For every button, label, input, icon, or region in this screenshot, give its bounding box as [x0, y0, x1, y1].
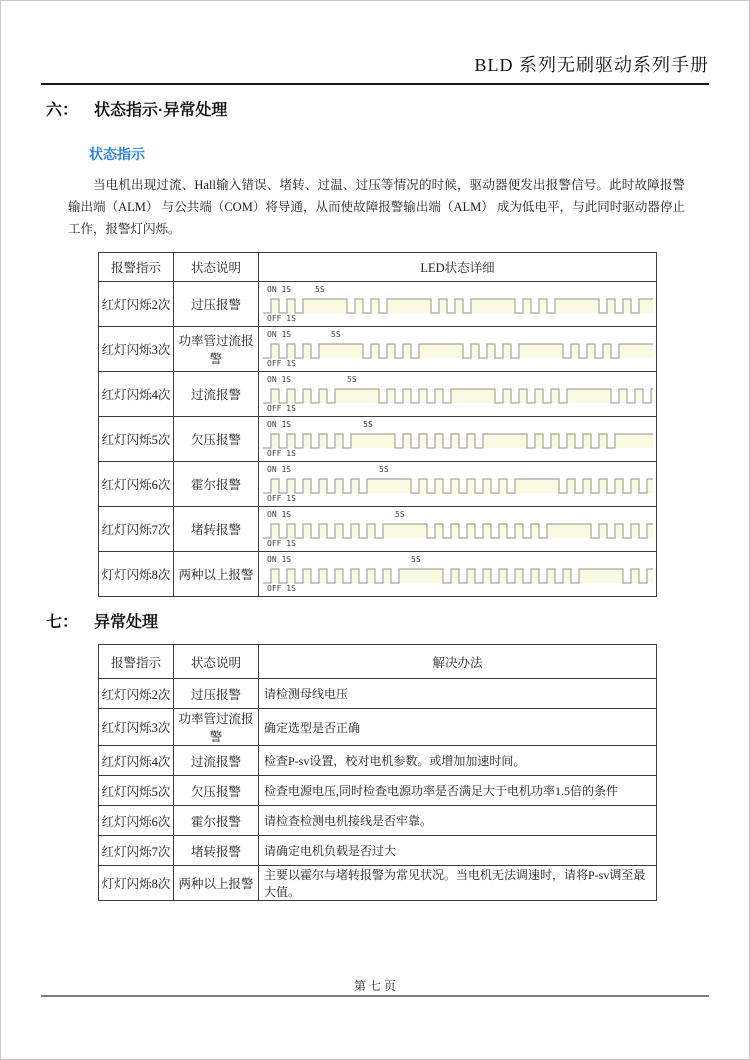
intro-paragraph: 当电机出现过流、Hall输入错误、堵转、过温、过压等情况的时候，驱动器便发出报警信号。此时故障报警输出端（ALM） 与公共端（COM）将导通，从而使故障报警输出端（ALM） 成为低电平，与此同时驱动器停止工作，报警灯闪烁。: [68, 178, 685, 236]
led-waveform-cell: [259, 462, 657, 507]
column-header: 状态说明: [174, 645, 259, 679]
waveform-interval-label: 5S: [347, 375, 357, 384]
waveform-interval-label: 5S: [411, 555, 421, 564]
led-status-table: [98, 252, 657, 597]
section7-title: 异常处理: [94, 614, 159, 631]
alarm-indicator-cell: 灯灯闪烁8次: [99, 866, 174, 901]
alarm-indicator-cell: 红灯闪烁3次: [99, 709, 174, 746]
table-row: [99, 372, 657, 417]
status-description-cell: 霍尔报警: [174, 806, 259, 836]
section6-title: 状态指示·异常处理: [94, 102, 228, 119]
waveform-off-label: OFF 1S: [267, 359, 296, 368]
status-description-cell: 两种以上报警: [174, 866, 259, 901]
solution-cell: 请检查检测电机接线是否牢靠。: [259, 806, 657, 836]
waveform-on-label: ON 1S: [267, 420, 292, 429]
document-header: [41, 1, 709, 85]
alarm-indicator-cell: 红灯闪烁5次: [99, 776, 174, 806]
waveform-off-label: OFF 1S: [267, 584, 296, 593]
troubleshooting-table: [98, 644, 657, 901]
table-row: [99, 679, 657, 709]
status-indication-subtitle: 状态指示: [89, 146, 145, 162]
led-waveform-cell: [259, 552, 657, 597]
status-description-cell: 堵转报警: [174, 836, 259, 866]
waveform-on-label: ON 1S: [267, 330, 292, 339]
table-row: [99, 836, 657, 866]
waveform-interval-label: 5S: [379, 465, 389, 474]
section7-heading: [46, 609, 749, 632]
troubleshooting-table-body: [99, 679, 657, 901]
column-header: 解决办法: [259, 645, 657, 679]
solution-cell: 确定选型是否正确: [259, 709, 657, 746]
waveform-on-label: ON 1S: [267, 555, 292, 564]
section6-number: 六：: [46, 102, 79, 119]
table-row: [99, 866, 657, 901]
solution-cell: 检查P-sv设置，校对电机参数。或增加加速时间。: [259, 746, 657, 776]
status-description-cell: 过流报警: [174, 746, 259, 776]
section6-heading: [46, 97, 749, 120]
alarm-indicator-cell: 红灯闪烁2次: [99, 679, 174, 709]
table-row: [99, 746, 657, 776]
troubleshooting-table-header: [99, 645, 657, 679]
waveform-off-label: OFF 1S: [267, 539, 296, 548]
waveform-on-label: ON 1S: [267, 510, 292, 519]
waveform-off-label: OFF 1S: [267, 494, 296, 503]
status-description-cell: 过压报警: [174, 282, 259, 327]
alarm-indicator-cell: 红灯闪烁4次: [99, 372, 174, 417]
led-waveform-cell: [259, 282, 657, 327]
solution-cell: 检查电源电压,同时检查电源功率是否满足大于电机功率1.5倍的条件: [259, 776, 657, 806]
led-waveform-cell: [259, 327, 657, 372]
alarm-indicator-cell: 红灯闪烁4次: [99, 746, 174, 776]
alarm-indicator-cell: 灯灯闪烁8次: [99, 552, 174, 597]
waveform-interval-label: 5S: [331, 330, 341, 339]
column-header: LED状态详细: [259, 253, 657, 282]
solution-cell: 请检测母线电压: [259, 679, 657, 709]
status-description-cell: 欠压报警: [174, 417, 259, 462]
section7-number: 七：: [46, 614, 79, 631]
table-row: [99, 417, 657, 462]
led-waveform-cell: [259, 372, 657, 417]
solution-cell: 请确定电机负载是否过大: [259, 836, 657, 866]
waveform-off-label: OFF 1S: [267, 404, 296, 413]
status-description-cell: 过压报警: [174, 679, 259, 709]
waveform-on-label: ON 1S: [267, 285, 292, 294]
led-status-table-body: [99, 282, 657, 597]
solution-cell: 主要以霍尔与堵转报警为常见状况。当电机无法调速时，请将P-sv调至最大值。: [259, 866, 657, 901]
led-waveform-cell: [259, 417, 657, 462]
alarm-indicator-cell: 红灯闪烁6次: [99, 462, 174, 507]
waveform-on-label: ON 1S: [267, 465, 292, 474]
column-header: 报警指示: [99, 645, 174, 679]
alarm-indicator-cell: 红灯闪烁3次: [99, 327, 174, 372]
status-description-cell: 堵转报警: [174, 507, 259, 552]
alarm-indicator-cell: 红灯闪烁6次: [99, 806, 174, 836]
led-status-table-header: [99, 253, 657, 282]
table-row: [99, 462, 657, 507]
table-row: [99, 507, 657, 552]
alarm-indicator-cell: 红灯闪烁5次: [99, 417, 174, 462]
table-row: [99, 552, 657, 597]
document-title: BLD 系列无刷驱动系列手册: [474, 55, 709, 75]
table-row: [99, 709, 657, 746]
status-description-cell: 两种以上报警: [174, 552, 259, 597]
table-row: [99, 806, 657, 836]
status-description-cell: 功率管过流报警: [174, 709, 259, 746]
waveform-off-label: OFF 1S: [267, 314, 296, 323]
alarm-indicator-cell: 红灯闪烁2次: [99, 282, 174, 327]
table-row: [99, 282, 657, 327]
status-description-cell: 欠压报警: [174, 776, 259, 806]
waveform-interval-label: 5S: [363, 420, 373, 429]
alarm-indicator-cell: 红灯闪烁7次: [99, 836, 174, 866]
status-description-cell: 功率管过流报警: [174, 327, 259, 372]
table-row: [99, 327, 657, 372]
waveform-interval-label: 5S: [395, 510, 405, 519]
status-description-cell: 过流报警: [174, 372, 259, 417]
waveform-off-label: OFF 1S: [267, 449, 296, 458]
column-header: 报警指示: [99, 253, 174, 282]
column-header: 状态说明: [174, 253, 259, 282]
alarm-indicator-cell: 红灯闪烁7次: [99, 507, 174, 552]
led-waveform-cell: [259, 507, 657, 552]
waveform-on-label: ON 1S: [267, 375, 292, 384]
table-row: [99, 776, 657, 806]
page-footer: [41, 977, 709, 997]
page-number: 第 七 页: [353, 979, 396, 993]
status-description-cell: 霍尔报警: [174, 462, 259, 507]
waveform-interval-label: 5S: [315, 285, 325, 294]
